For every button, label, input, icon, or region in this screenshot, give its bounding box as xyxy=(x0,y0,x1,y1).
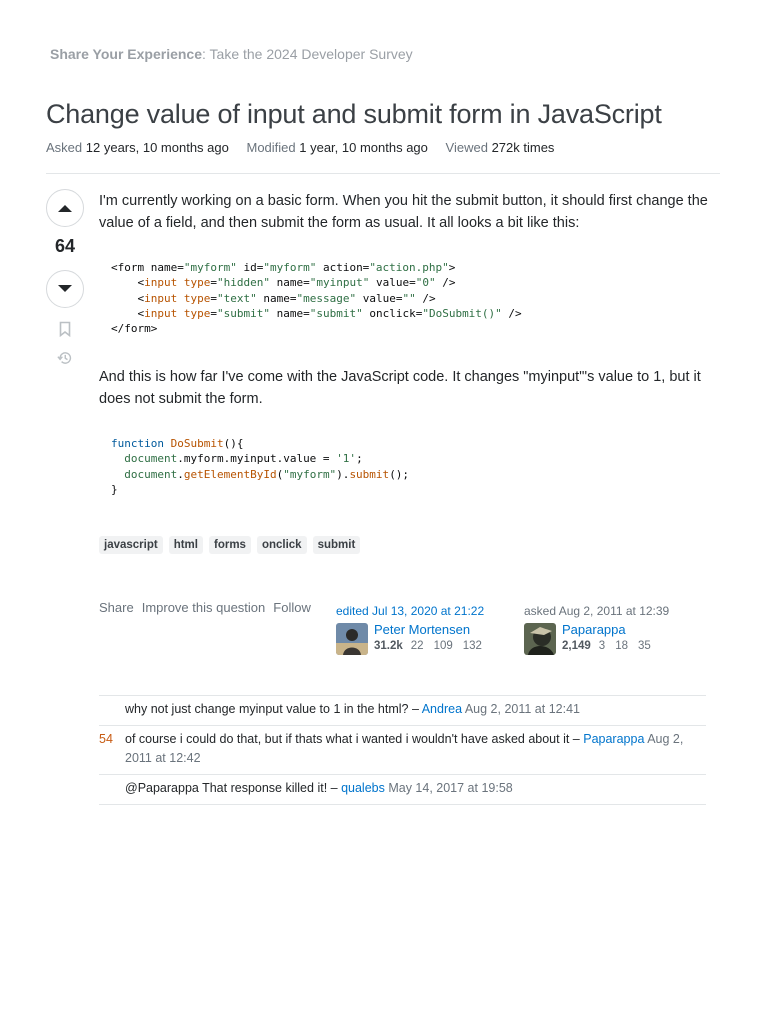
comment-time[interactable]: May 14, 2017 at 19:58 xyxy=(388,781,513,795)
asker-signature xyxy=(524,604,669,655)
improve-question-link[interactable]: Improve this question xyxy=(141,600,266,615)
post-menu xyxy=(99,600,311,615)
tag-javascript[interactable]: javascript xyxy=(99,536,163,554)
editor-reputation xyxy=(374,640,492,652)
code-line: document.myform.myinput.value = '1'; xyxy=(124,452,363,466)
editor-avatar[interactable] xyxy=(336,623,368,655)
comment-list xyxy=(99,695,706,805)
comment-time[interactable]: Aug 2, 2011 at 12:41 xyxy=(464,702,580,716)
code-line: <form name="myform" id="myform" action="action.php"> xyxy=(111,261,456,274)
question-paragraph-1: I'm currently working on a basic form. When you hit the submit button, it should first change the value of a field, and then submit the form as usual. It all looks a bit like this: xyxy=(99,193,708,231)
comment-item xyxy=(99,775,706,805)
gold-badges: 22 xyxy=(410,640,424,652)
bronze-badges: 35 xyxy=(637,640,651,652)
editor-name[interactable]: Peter Mortensen xyxy=(374,622,471,637)
comment-text: @Paparappa That response killed it! – xyxy=(125,781,342,795)
comment-time[interactable]: Aug 2, 2011 at 12:42 xyxy=(125,732,684,765)
comment-user[interactable]: qualebs xyxy=(341,781,385,795)
html-code-block xyxy=(111,260,522,336)
viewed-value: 272k times xyxy=(491,140,555,155)
code-line: <input type="hidden" name="myinput" value="0" /> xyxy=(137,276,456,290)
code-line: <input type="submit" name="submit" onclick="DoSubmit()" /> xyxy=(137,306,522,320)
code-line: document.getElementById("myform").submit(); xyxy=(124,467,410,481)
comment-text: of course i could do that, but if thats what i wanted i wouldn't have asked about it – xyxy=(125,732,584,746)
code-line: </form> xyxy=(111,322,158,336)
reputation-score: 31.2k xyxy=(374,640,403,652)
comment-score: 54 xyxy=(99,732,113,746)
tag-forms[interactable]: forms xyxy=(209,536,251,554)
asked-value: 12 years, 10 months ago xyxy=(85,140,229,155)
modified-label: Modified xyxy=(246,140,296,155)
follow-link[interactable]: Follow xyxy=(273,600,311,615)
banner-text: : Take the 2024 Developer Survey xyxy=(202,46,413,62)
bronze-badges: 132 xyxy=(462,640,482,652)
comment-text: why not just change myinput value to 1 in the html? – xyxy=(125,702,422,716)
caret-up-icon xyxy=(57,203,73,213)
header-divider xyxy=(46,173,720,174)
comment-item xyxy=(99,726,706,775)
tag-onclick[interactable]: onclick xyxy=(257,536,307,554)
upvote-button[interactable] xyxy=(46,189,84,227)
gold-badges: 3 xyxy=(598,640,606,652)
asker-name[interactable]: Paparappa xyxy=(562,622,626,637)
share-link[interactable]: Share xyxy=(99,600,134,615)
survey-banner[interactable] xyxy=(50,46,413,62)
asker-reputation xyxy=(562,640,661,652)
question-paragraph-2: And this is how far I've come with the JavaScript code. It changes "myinput"'s value to 1, but it does not submit the form. xyxy=(99,369,701,407)
code-line: function DoSubmit(){ xyxy=(111,437,244,450)
question-meta xyxy=(46,140,568,155)
code-line: } xyxy=(111,482,118,496)
silver-badges: 109 xyxy=(433,640,453,652)
history-icon xyxy=(57,349,73,367)
silver-badges: 18 xyxy=(615,640,628,652)
asked-label: Asked xyxy=(46,140,83,155)
js-code-block xyxy=(111,436,409,497)
vote-count: 64 xyxy=(54,236,76,256)
edited-timestamp-link[interactable]: edited Jul 13, 2020 at 21:22 xyxy=(336,604,485,618)
modified-value[interactable]: 1 year, 10 months ago xyxy=(299,140,428,155)
comment-item xyxy=(99,696,706,726)
bookmark-icon xyxy=(59,321,71,337)
bookmark-button[interactable] xyxy=(57,320,73,338)
comment-user[interactable]: Andrea xyxy=(421,702,463,716)
question-title[interactable]: Change value of input and submit form in JavaScript xyxy=(46,99,662,129)
asked-timestamp: asked Aug 2, 2011 at 12:39 xyxy=(524,604,670,618)
viewed-label: Viewed xyxy=(445,140,488,155)
asker-avatar[interactable] xyxy=(524,623,556,655)
downvote-button[interactable] xyxy=(46,270,84,308)
tag-html[interactable]: html xyxy=(169,536,203,554)
caret-down-icon xyxy=(57,284,73,294)
comment-user[interactable]: Paparappa xyxy=(583,732,645,746)
tag-list xyxy=(99,536,360,554)
tag-submit[interactable]: submit xyxy=(313,536,361,554)
banner-bold-text: Share Your Experience xyxy=(50,46,202,62)
history-button[interactable] xyxy=(57,349,73,367)
code-line: <input type="text" name="message" value="" /> xyxy=(137,291,436,305)
reputation-score: 2,149 xyxy=(562,640,591,652)
editor-signature xyxy=(336,604,492,655)
